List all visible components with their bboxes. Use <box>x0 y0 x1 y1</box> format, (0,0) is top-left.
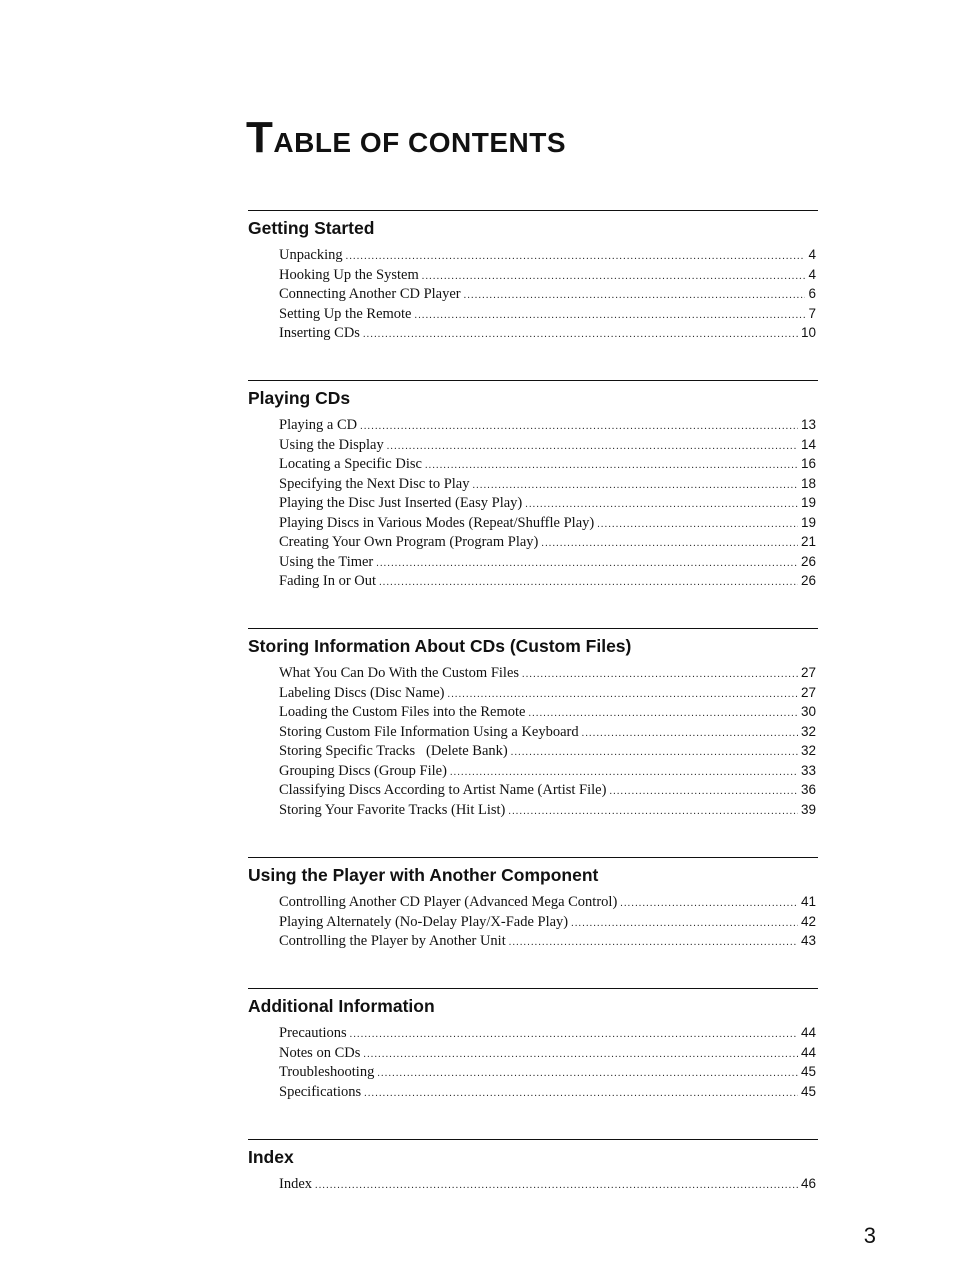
dot-leader <box>525 495 798 515</box>
section-heading: Using the Player with Another Component <box>248 865 599 885</box>
dot-leader <box>387 437 798 457</box>
section-heading: Getting Started <box>248 218 375 238</box>
section-heading: Index <box>248 1147 294 1167</box>
toc-entry-page: 39 <box>800 801 816 817</box>
toc-entry-page: 18 <box>800 475 816 491</box>
section-divider <box>248 857 818 858</box>
toc-entry-title: Storing Custom File Information Using a Keyboard <box>279 723 579 740</box>
toc-entry[interactable] <box>279 493 816 513</box>
toc-entry-page: 21 <box>800 534 816 549</box>
toc-entry-title: Loading the Custom Files into the Remote <box>279 704 526 720</box>
dot-leader <box>620 894 798 914</box>
toc-entry-page: 6 <box>808 286 816 301</box>
toc-entry[interactable] <box>279 1082 816 1102</box>
section-custom-files <box>248 628 818 819</box>
toc-entry-page: 33 <box>800 762 816 778</box>
toc-entry-title: Playing Alternately (No-Delay Play/X-Fade Play) <box>279 913 569 930</box>
dot-leader <box>450 763 798 783</box>
dot-leader <box>472 476 797 496</box>
dot-leader <box>464 286 806 306</box>
toc-entry-title: Inserting CDs <box>279 325 360 341</box>
dot-leader <box>350 1025 798 1045</box>
toc-entry-title: Hooking Up the System <box>279 266 419 283</box>
dot-leader <box>315 1176 798 1196</box>
toc-entry-title: Grouping Discs (Group File) <box>279 762 447 779</box>
toc-entry-list <box>248 1023 818 1101</box>
toc-entry[interactable] <box>279 702 816 722</box>
dot-leader <box>522 665 798 685</box>
toc-entry-list <box>248 1174 818 1194</box>
dot-leader <box>508 802 798 822</box>
toc-entry-page: 13 <box>800 417 816 432</box>
toc-entry-list <box>248 663 818 819</box>
toc-entry-page: 42 <box>800 913 816 929</box>
dot-leader <box>425 456 798 476</box>
toc-entry-title: Creating Your Own Program (Program Play) <box>279 534 539 550</box>
toc-entry-title: Using the Display <box>279 436 384 453</box>
section-divider <box>248 380 818 381</box>
toc-entry-title: Classifying Discs According to Artist Name (Artist File) <box>279 782 607 798</box>
page-title-initial: T <box>246 113 274 162</box>
toc-entry[interactable] <box>279 1023 816 1043</box>
toc-entry-title: Storing Specific Tracks (Delete Bank) <box>279 743 508 759</box>
dot-leader <box>509 933 798 953</box>
toc-entry-title: Specifying the Next Disc to Play <box>279 475 470 492</box>
dot-leader <box>422 267 806 287</box>
toc-entry[interactable] <box>279 931 816 951</box>
toc-entry-page: 4 <box>808 247 816 262</box>
dot-leader <box>377 1064 798 1084</box>
section-heading: Additional Information <box>248 996 435 1016</box>
toc-entry[interactable] <box>279 284 816 304</box>
toc-entry-page: 44 <box>800 1025 816 1040</box>
toc-entry-page: 32 <box>800 723 816 739</box>
section-getting-started <box>248 210 818 343</box>
toc-entry-page: 30 <box>800 704 816 719</box>
toc-entry-page: 26 <box>800 553 816 569</box>
toc-entry-title: Controlling the Player by Another Unit <box>279 933 506 949</box>
toc-entry-title: Index <box>279 1176 313 1192</box>
toc-entry[interactable] <box>279 552 816 572</box>
toc-entry[interactable] <box>279 761 816 781</box>
toc-entry-title: Playing Discs in Various Modes (Repeat/Shuffle Play) <box>279 514 595 531</box>
toc-entry-title: Fading In or Out <box>279 573 377 589</box>
section-heading: Storing Information About CDs (Custom Files) <box>248 636 632 656</box>
toc-entry-title: Using the Timer <box>279 553 374 570</box>
section-another-component <box>248 857 818 951</box>
toc-entry-page: 36 <box>800 782 816 797</box>
toc-entry-title: Precautions <box>279 1025 347 1041</box>
toc-entry[interactable] <box>279 265 816 285</box>
dot-leader <box>376 554 798 574</box>
toc-entry-list <box>248 415 818 591</box>
dot-leader <box>528 704 797 724</box>
dot-leader <box>363 1045 798 1065</box>
toc-entry-page: 41 <box>800 894 816 909</box>
toc-entry-page: 19 <box>800 495 816 510</box>
page-title <box>246 113 567 162</box>
dot-leader <box>511 743 798 763</box>
toc-entry-list <box>248 245 818 343</box>
toc-entry[interactable] <box>279 780 816 800</box>
toc-entry[interactable] <box>279 683 816 703</box>
toc-entry[interactable] <box>279 663 816 683</box>
toc-entry-page: 4 <box>808 266 816 282</box>
toc-entry-title: Locating a Specific Disc <box>279 456 422 472</box>
toc-entry[interactable] <box>279 532 816 552</box>
dot-leader <box>541 534 798 554</box>
toc-entry[interactable] <box>279 323 816 343</box>
toc-entry-page: 45 <box>800 1064 816 1079</box>
section-additional-information <box>248 988 818 1101</box>
toc-entry-title: What You Can Do With the Custom Files <box>279 665 520 681</box>
section-divider <box>248 988 818 989</box>
page-number: 3 <box>863 1223 876 1248</box>
toc-entry-title: Specifications <box>279 1083 362 1100</box>
dot-leader <box>363 325 798 345</box>
section-divider <box>248 210 818 211</box>
dot-leader <box>571 914 798 934</box>
page-title-rest: ABLE OF CONTENTS <box>273 127 567 158</box>
toc-entry[interactable] <box>279 304 816 324</box>
section-index <box>248 1139 818 1194</box>
dot-leader <box>448 685 798 705</box>
toc-entry[interactable] <box>279 474 816 494</box>
toc-entry-page: 26 <box>800 573 816 588</box>
toc-entry-page: 32 <box>800 743 816 758</box>
dot-leader <box>360 417 798 437</box>
toc-entry[interactable] <box>279 1062 816 1082</box>
toc-entry-page: 16 <box>800 456 816 471</box>
dot-leader <box>609 782 798 802</box>
dot-leader <box>379 573 798 593</box>
toc-entry[interactable] <box>279 454 816 474</box>
toc-entry-page: 27 <box>800 684 816 700</box>
toc-entry[interactable] <box>279 722 816 742</box>
toc-entry-page: 19 <box>800 514 816 530</box>
section-heading: Playing CDs <box>248 388 351 408</box>
toc-entry-page: 46 <box>800 1176 816 1191</box>
section-divider <box>248 1139 818 1140</box>
dot-leader <box>415 306 806 326</box>
toc-entry-list <box>248 892 818 951</box>
section-playing-cds <box>248 380 818 591</box>
toc-entry-title: Unpacking <box>279 247 343 263</box>
toc-entry-title: Storing Your Favorite Tracks (Hit List) <box>279 801 506 818</box>
toc-entry-title: Controlling Another CD Player (Advanced Mega Control) <box>279 894 618 910</box>
toc-entry[interactable] <box>279 741 816 761</box>
toc-entry[interactable] <box>279 912 816 932</box>
toc-entry-page: 44 <box>800 1044 816 1060</box>
toc-entry[interactable] <box>279 571 816 591</box>
dot-leader <box>597 515 798 535</box>
toc-entry[interactable] <box>279 892 816 912</box>
toc-entry-title: Connecting Another CD Player <box>279 286 461 302</box>
toc-entry-title: Troubleshooting <box>279 1064 375 1080</box>
toc-entry[interactable] <box>279 435 816 455</box>
dot-leader <box>346 247 806 267</box>
toc-entry[interactable] <box>279 245 816 265</box>
toc-entry-page: 10 <box>800 325 816 340</box>
toc-entry[interactable] <box>279 1043 816 1063</box>
toc-entry[interactable] <box>279 513 816 533</box>
dot-leader <box>582 724 798 744</box>
toc-entry-page: 7 <box>808 305 816 321</box>
toc-entry[interactable] <box>279 800 816 820</box>
toc-entry-title: Playing the Disc Just Inserted (Easy Play) <box>279 495 523 511</box>
toc-entry-title: Notes on CDs <box>279 1044 361 1061</box>
toc-entry-page: 27 <box>800 665 816 680</box>
section-divider <box>248 628 818 629</box>
toc-entry-title: Setting Up the Remote <box>279 305 412 322</box>
toc-entry-title: Playing a CD <box>279 417 358 433</box>
toc-entry-page: 45 <box>800 1083 816 1099</box>
toc-entry[interactable] <box>279 415 816 435</box>
dot-leader <box>364 1084 798 1104</box>
toc-entry-page: 14 <box>800 436 816 452</box>
toc-entry[interactable] <box>279 1174 816 1194</box>
toc-entry-title: Labeling Discs (Disc Name) <box>279 684 445 701</box>
toc-entry-page: 43 <box>800 933 816 948</box>
